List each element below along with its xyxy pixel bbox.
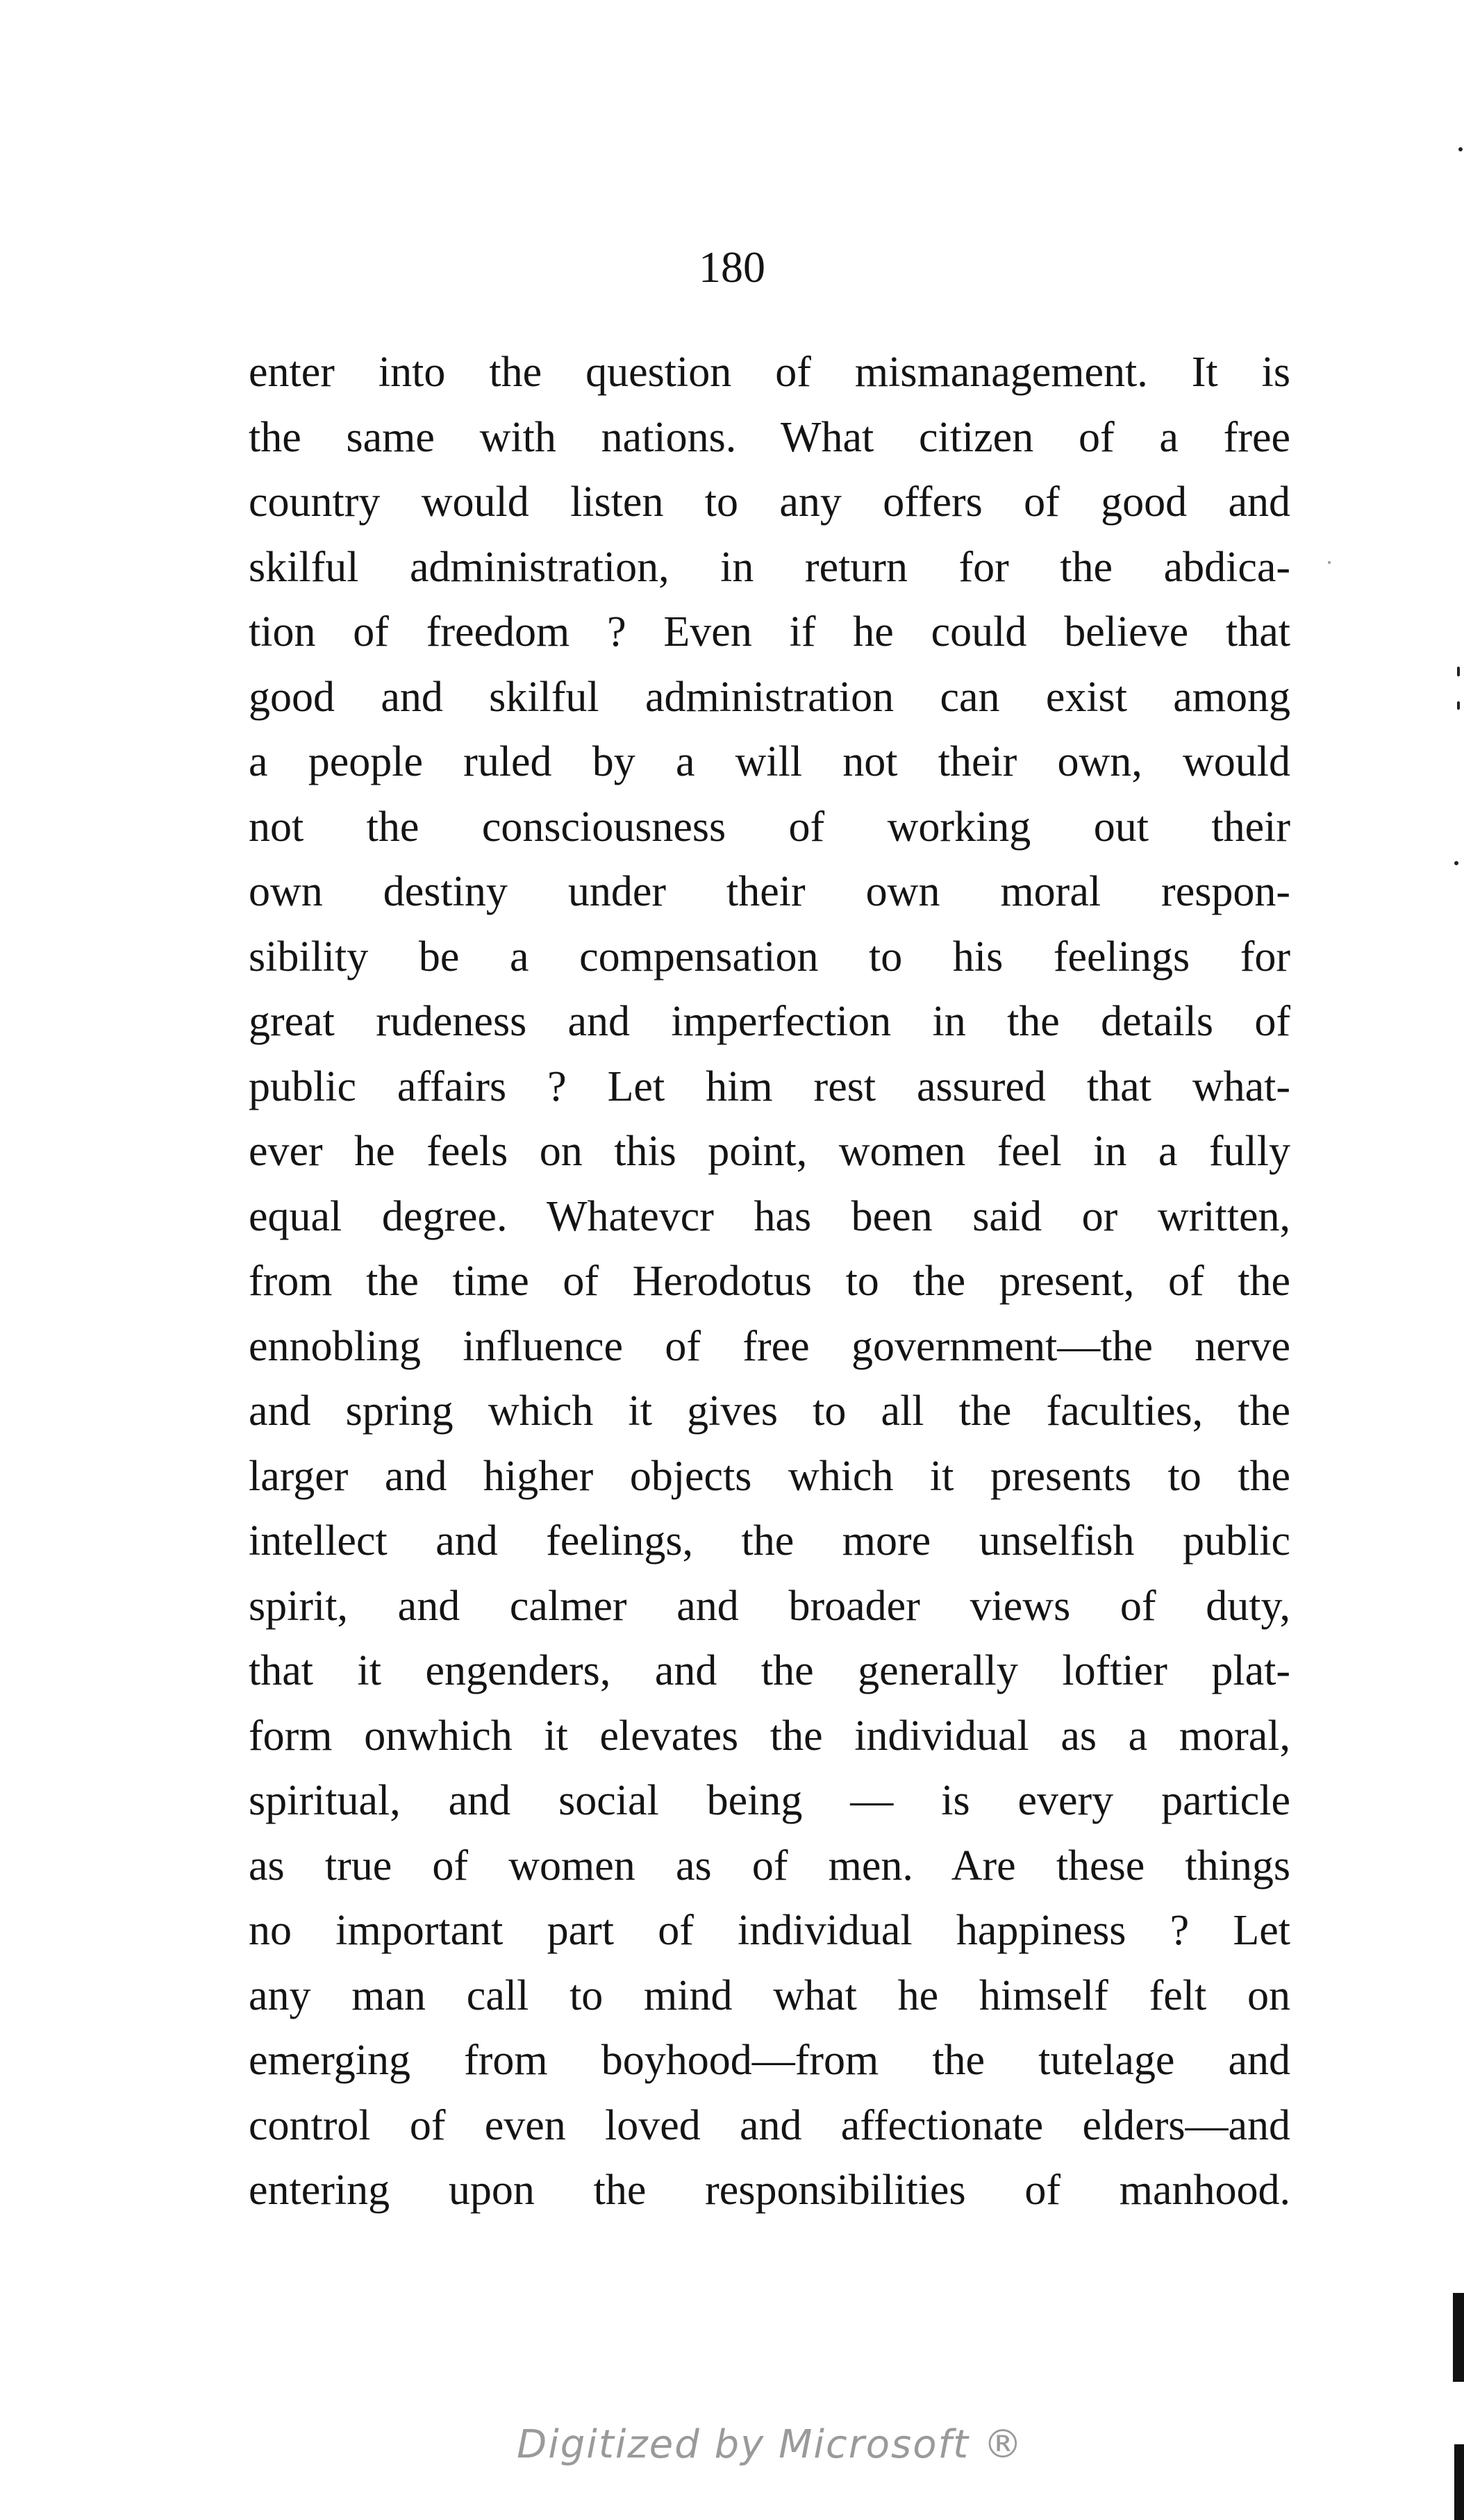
scan-speck [1457, 701, 1460, 710]
digitization-watermark: Digitized by Microsoft ® [517, 2422, 1024, 2467]
text-line: larger and higher objects which it presents to the [249, 1452, 1290, 1500]
text-line: ennobling influence of free government—the nerve [249, 1322, 1290, 1370]
text-line: emerging from boyhood—from the tutelage and [249, 2037, 1290, 2084]
text-line: sibility be a compensation to his feelings for [249, 933, 1290, 981]
text-line: that it engenders, and the generally loftier plat- [249, 1647, 1290, 1694]
body-text [249, 340, 1290, 2223]
text-line: spirit, and calmer and broader views of duty, [249, 1582, 1290, 1630]
text-line: own destiny under their own moral respon- [249, 868, 1290, 915]
scan-speck [1457, 667, 1460, 676]
text-line: spiritual, and social being — is every particle [249, 1777, 1290, 1824]
text-line: country would listen to any offers of good and [249, 478, 1290, 526]
text-line: good and skilful administration can exist among [249, 673, 1290, 721]
text-line: great rudeness and imperfection in the details of [249, 998, 1290, 1045]
scan-speck [1328, 561, 1331, 564]
text-line: and spring which it gives to all the faculties, the [249, 1387, 1290, 1435]
text-line: tion of freedom ? Even if he could believe that [249, 608, 1290, 656]
text-line: a people ruled by a will not their own, would [249, 738, 1290, 785]
scan-edge-bar [1453, 2293, 1464, 2382]
text-line: the same with nations. What citizen of a free [249, 413, 1290, 461]
text-line: equal degree. Whatevcr has been said or written, [249, 1192, 1290, 1240]
scan-speck [1454, 861, 1458, 865]
scan-edge-bar [1454, 2444, 1464, 2520]
text-line: skilful administration, in return for the abdica- [249, 543, 1290, 591]
text-line: ever he feels on this point, women feel in a fully [249, 1128, 1290, 1175]
text-line: intellect and feelings, the more unselfish public [249, 1517, 1290, 1564]
page-number: 180 [699, 242, 765, 292]
text-line: as true of women as of men. Are these things [249, 1842, 1290, 1889]
text-line: enter into the question of mismanagement. It is [249, 349, 1290, 396]
scan-speck [1458, 147, 1463, 151]
text-line: from the time of Herodotus to the present, of the [249, 1258, 1290, 1305]
text-line: not the consciousness of working out their [249, 803, 1290, 851]
text-line: entering upon the responsibilities of manhood. [249, 2167, 1290, 2214]
text-line: no important part of individual happiness ? Let [249, 1907, 1290, 1954]
text-line: public affairs ? Let him rest assured that what- [249, 1062, 1290, 1110]
text-line: control of even loved and affectionate elders—and [249, 2101, 1290, 2149]
text-line: any man call to mind what he himself felt on [249, 1971, 1290, 2019]
text-line: form onwhich it elevates the individual as a moral, [249, 1712, 1290, 1760]
